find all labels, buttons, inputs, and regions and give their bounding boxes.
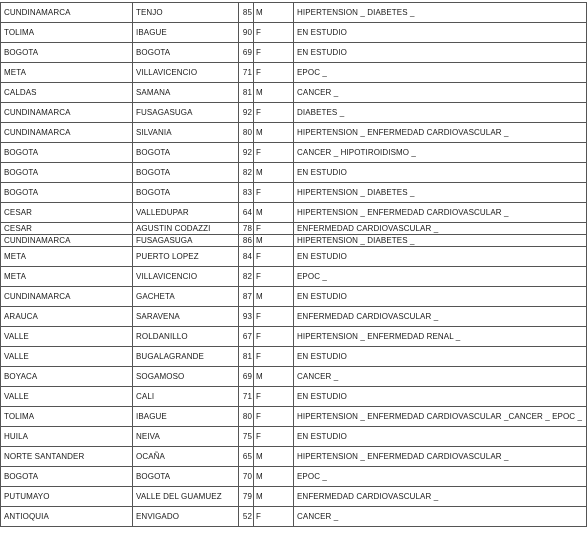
- municipality-cell: SAMANA: [133, 83, 239, 103]
- sex-cell: F: [254, 307, 294, 327]
- diagnosis-cell: HIPERTENSION _ ENFERMEDAD CARDIOVASCULAR _: [294, 203, 587, 223]
- sex-cell: M: [254, 83, 294, 103]
- sex-cell: F: [254, 223, 294, 235]
- table-row: [1, 427, 587, 447]
- age-cell: 65: [239, 447, 254, 467]
- age-cell: 78: [239, 223, 254, 235]
- municipality-cell: BUGALAGRANDE: [133, 347, 239, 367]
- table-row: [1, 103, 587, 123]
- sex-cell: M: [254, 287, 294, 307]
- table-row: [1, 143, 587, 163]
- sex-cell: F: [254, 63, 294, 83]
- diagnosis-cell: EN ESTUDIO: [294, 287, 587, 307]
- diagnosis-cell: CANCER _: [294, 83, 587, 103]
- department-cell: TOLIMA: [1, 23, 133, 43]
- table-row: [1, 487, 587, 507]
- age-cell: 85: [239, 3, 254, 23]
- sex-cell: M: [254, 367, 294, 387]
- department-cell: HUILA: [1, 427, 133, 447]
- municipality-cell: BOGOTA: [133, 43, 239, 63]
- age-cell: 90: [239, 23, 254, 43]
- sex-cell: F: [254, 43, 294, 63]
- diagnosis-cell: HIPERTENSION _ ENFERMEDAD CARDIOVASCULAR _: [294, 447, 587, 467]
- sex-cell: F: [254, 427, 294, 447]
- municipality-cell: NEIVA: [133, 427, 239, 447]
- age-cell: 87: [239, 287, 254, 307]
- municipality-cell: BOGOTA: [133, 467, 239, 487]
- municipality-cell: BOGOTA: [133, 143, 239, 163]
- table-row: [1, 267, 587, 287]
- table-row: [1, 327, 587, 347]
- age-cell: 67: [239, 327, 254, 347]
- sex-cell: F: [254, 387, 294, 407]
- department-cell: META: [1, 247, 133, 267]
- age-cell: 82: [239, 267, 254, 287]
- municipality-cell: GACHETA: [133, 287, 239, 307]
- table-row: [1, 307, 587, 327]
- age-cell: 92: [239, 103, 254, 123]
- diagnosis-cell: HIPERTENSION _ ENFERMEDAD RENAL _: [294, 327, 587, 347]
- municipality-cell: VILLAVICENCIO: [133, 267, 239, 287]
- age-cell: 81: [239, 83, 254, 103]
- table-row: [1, 467, 587, 487]
- diagnosis-cell: HIPERTENSION _ DIABETES _: [294, 235, 587, 247]
- table-row: [1, 3, 587, 23]
- sex-cell: M: [254, 123, 294, 143]
- sex-cell: F: [254, 407, 294, 427]
- department-cell: BOGOTA: [1, 183, 133, 203]
- department-cell: BOGOTA: [1, 467, 133, 487]
- municipality-cell: VALLE DEL GUAMUEZ: [133, 487, 239, 507]
- table-row: [1, 387, 587, 407]
- diagnosis-cell: EPOC _: [294, 267, 587, 287]
- department-cell: CUNDINAMARCA: [1, 103, 133, 123]
- municipality-cell: ROLDANILLO: [133, 327, 239, 347]
- department-cell: VALLE: [1, 347, 133, 367]
- diagnosis-cell: ENFERMEDAD CARDIOVASCULAR _: [294, 223, 587, 235]
- table-row: [1, 347, 587, 367]
- cases-sheet: [0, 2, 587, 527]
- table-row: [1, 287, 587, 307]
- diagnosis-cell: HIPERTENSION _ DIABETES _: [294, 183, 587, 203]
- table-row: [1, 247, 587, 267]
- sex-cell: F: [254, 103, 294, 123]
- sex-cell: F: [254, 247, 294, 267]
- department-cell: META: [1, 267, 133, 287]
- sex-cell: M: [254, 447, 294, 467]
- municipality-cell: BOGOTA: [133, 163, 239, 183]
- age-cell: 82: [239, 163, 254, 183]
- table-row: [1, 163, 587, 183]
- table-row: [1, 83, 587, 103]
- department-cell: META: [1, 63, 133, 83]
- age-cell: 69: [239, 367, 254, 387]
- table-row: [1, 447, 587, 467]
- table-row: [1, 223, 587, 235]
- department-cell: BOGOTA: [1, 43, 133, 63]
- department-cell: CUNDINAMARCA: [1, 235, 133, 247]
- table-row: [1, 507, 587, 527]
- sex-cell: M: [254, 467, 294, 487]
- age-cell: 75: [239, 427, 254, 447]
- department-cell: NORTE SANTANDER: [1, 447, 133, 467]
- diagnosis-cell: EN ESTUDIO: [294, 347, 587, 367]
- age-cell: 52: [239, 507, 254, 527]
- cases-table-body: [1, 3, 587, 527]
- municipality-cell: TENJO: [133, 3, 239, 23]
- department-cell: VALLE: [1, 327, 133, 347]
- diagnosis-cell: CANCER _ HIPOTIROIDISMO _: [294, 143, 587, 163]
- municipality-cell: SOGAMOSO: [133, 367, 239, 387]
- diagnosis-cell: HIPERTENSION _ DIABETES _: [294, 3, 587, 23]
- sex-cell: F: [254, 347, 294, 367]
- department-cell: ARAUCA: [1, 307, 133, 327]
- department-cell: CESAR: [1, 223, 133, 235]
- department-cell: BOGOTA: [1, 163, 133, 183]
- municipality-cell: VALLEDUPAR: [133, 203, 239, 223]
- age-cell: 64: [239, 203, 254, 223]
- sex-cell: F: [254, 507, 294, 527]
- diagnosis-cell: ENFERMEDAD CARDIOVASCULAR _: [294, 487, 587, 507]
- age-cell: 80: [239, 123, 254, 143]
- diagnosis-cell: EN ESTUDIO: [294, 247, 587, 267]
- table-row: [1, 235, 587, 247]
- age-cell: 70: [239, 467, 254, 487]
- diagnosis-cell: ENFERMEDAD CARDIOVASCULAR _: [294, 307, 587, 327]
- department-cell: VALLE: [1, 387, 133, 407]
- table-row: [1, 367, 587, 387]
- municipality-cell: IBAGUE: [133, 407, 239, 427]
- municipality-cell: IBAGUE: [133, 23, 239, 43]
- age-cell: 93: [239, 307, 254, 327]
- municipality-cell: VILLAVICENCIO: [133, 63, 239, 83]
- age-cell: 92: [239, 143, 254, 163]
- sex-cell: M: [254, 487, 294, 507]
- sex-cell: M: [254, 3, 294, 23]
- sex-cell: F: [254, 143, 294, 163]
- diagnosis-cell: EN ESTUDIO: [294, 163, 587, 183]
- diagnosis-cell: EN ESTUDIO: [294, 387, 587, 407]
- sex-cell: M: [254, 235, 294, 247]
- diagnosis-cell: EN ESTUDIO: [294, 43, 587, 63]
- sex-cell: F: [254, 267, 294, 287]
- diagnosis-cell: CANCER _: [294, 507, 587, 527]
- table-row: [1, 23, 587, 43]
- department-cell: ANTIOQUIA: [1, 507, 133, 527]
- municipality-cell: AGUSTIN CODAZZI: [133, 223, 239, 235]
- diagnosis-cell: HIPERTENSION _ ENFERMEDAD CARDIOVASCULAR _: [294, 123, 587, 143]
- department-cell: CALDAS: [1, 83, 133, 103]
- age-cell: 83: [239, 183, 254, 203]
- department-cell: TOLIMA: [1, 407, 133, 427]
- municipality-cell: SARAVENA: [133, 307, 239, 327]
- municipality-cell: SILVANIA: [133, 123, 239, 143]
- diagnosis-cell: EN ESTUDIO: [294, 427, 587, 447]
- diagnosis-cell: EN ESTUDIO: [294, 23, 587, 43]
- diagnosis-cell: DIABETES _: [294, 103, 587, 123]
- municipality-cell: BOGOTA: [133, 183, 239, 203]
- department-cell: CUNDINAMARCA: [1, 3, 133, 23]
- age-cell: 81: [239, 347, 254, 367]
- municipality-cell: FUSAGASUGA: [133, 235, 239, 247]
- municipality-cell: ENVIGADO: [133, 507, 239, 527]
- age-cell: 71: [239, 387, 254, 407]
- sex-cell: F: [254, 23, 294, 43]
- diagnosis-cell: EPOC _: [294, 63, 587, 83]
- table-row: [1, 123, 587, 143]
- table-row: [1, 43, 587, 63]
- diagnosis-cell: HIPERTENSION _ ENFERMEDAD CARDIOVASCULAR _CANCER _ EPOC _: [294, 407, 587, 427]
- municipality-cell: PUERTO LOPEZ: [133, 247, 239, 267]
- age-cell: 86: [239, 235, 254, 247]
- diagnosis-cell: EPOC _: [294, 467, 587, 487]
- cases-table: [0, 2, 587, 527]
- sex-cell: M: [254, 163, 294, 183]
- department-cell: PUTUMAYO: [1, 487, 133, 507]
- municipality-cell: OCAÑA: [133, 447, 239, 467]
- sex-cell: F: [254, 183, 294, 203]
- age-cell: 80: [239, 407, 254, 427]
- department-cell: BOYACA: [1, 367, 133, 387]
- department-cell: BOGOTA: [1, 143, 133, 163]
- age-cell: 79: [239, 487, 254, 507]
- department-cell: CESAR: [1, 203, 133, 223]
- department-cell: CUNDINAMARCA: [1, 123, 133, 143]
- table-row: [1, 203, 587, 223]
- age-cell: 84: [239, 247, 254, 267]
- sex-cell: F: [254, 327, 294, 347]
- sex-cell: M: [254, 203, 294, 223]
- department-cell: CUNDINAMARCA: [1, 287, 133, 307]
- municipality-cell: FUSAGASUGA: [133, 103, 239, 123]
- age-cell: 69: [239, 43, 254, 63]
- table-row: [1, 183, 587, 203]
- age-cell: 71: [239, 63, 254, 83]
- table-row: [1, 407, 587, 427]
- municipality-cell: CALI: [133, 387, 239, 407]
- diagnosis-cell: CANCER _: [294, 367, 587, 387]
- table-row: [1, 63, 587, 83]
